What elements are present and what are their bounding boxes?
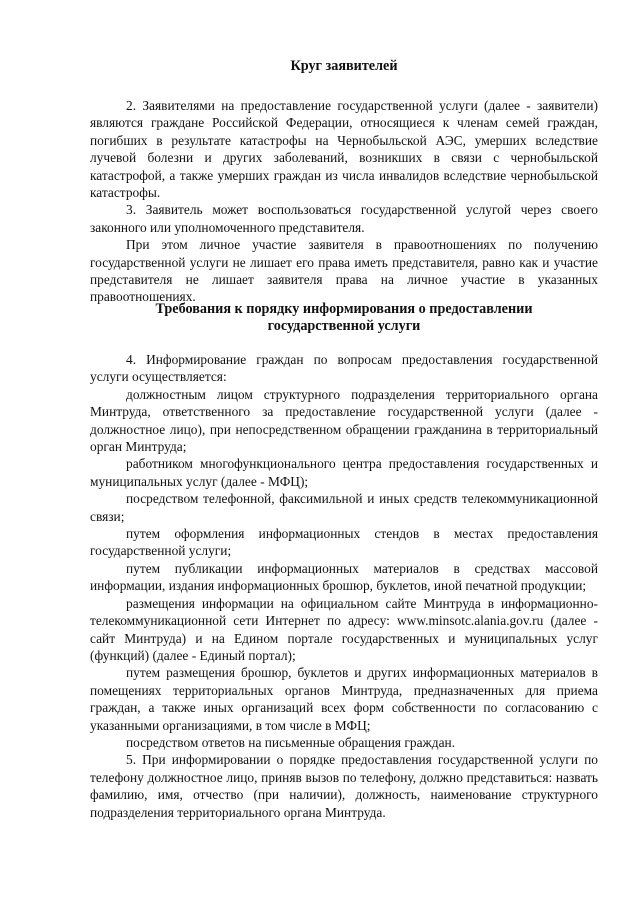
section-heading-line-2: государственной услуги (267, 318, 421, 334)
list-item: посредством телефонной, факсимильной и иных средств телекоммуникационной связи; (90, 491, 598, 524)
page-title: Круг заявителей (290, 58, 398, 74)
paragraph-5: 5. При информировании о порядке предоставления государственной услуги по телефону должностное лицо, приняв вызов по телефону, должно представиться: назвать фамилию, имя, отчество (при наличии), должность, наименование структурного подразделения территориального органа Минтруда. (90, 752, 598, 820)
paragraph-3: 3. Заявитель может воспользоваться государственной услугой через своего законного или уполномоченного представителя. (90, 202, 598, 235)
list-item: посредством ответов на письменные обращения граждан. (126, 734, 456, 750)
paragraph-representative: При этом личное участие заявителя в правоотношениях по получению государственной услуги не лишает его права иметь представителя, равно как и участие представителя не лишает заявителя права на личное участие в указанных правоотношениях. (90, 237, 598, 305)
paragraph-4: 4. Информирование граждан по вопросам предоставления государственной услуги осуществляется: (90, 352, 598, 385)
list-item: должностным лицом структурного подразделения территориального органа Минтруда, ответственного за предоставление государственной услуги (далее - должностное лицо), при непосредственном обращении гражданина в территориальный орган Минтруда; (90, 386, 598, 455)
list-item: путем публикации информационных материалов в средствах массовой информации, издания информационных брошюр, буклетов, иной печатной продукции; (90, 560, 598, 594)
applicants-section (90, 97, 598, 306)
list-item: путем размещения брошюр, буклетов и других информационных материалов в помещениях территориальных органов Минтруда, предназначенных для приема граждан, а также иных организаций всех форм собственности по согласованию с указанными организациями, в том числе в МФЦ; (90, 665, 598, 733)
section-heading-line-1: Требования к порядку информирования о предоставлении (155, 301, 533, 317)
list-item: путем оформления информационных стендов в местах предоставления государственной услуги; (90, 526, 598, 559)
section-heading (90, 301, 598, 335)
informing-section (90, 351, 598, 821)
paragraph-2: 2. Заявителями на предоставление государственной услуги (далее - заявители) являются граждане Российской Федерации, относящиеся к членам семей граждан, погибших в результате катастрофы на Чернобыльской АЭС, умерших вследствие лучевой болезни и других заболеваний, возникших в связи с чернобыльской катастрофой, а также умерших граждан из числа инвалидов вследствие чернобыльской катастрофы. (90, 98, 598, 201)
list-item: размещения информации на официальном сайте Минтруда в информационно-телекоммуникационной сети Интернет по адресу: www.minsotc.alania.gov.ru (далее - сайт Минтруда) и на Едином портале государственных и муниципальных услуг (функций) (далее - Единый портал); (90, 595, 598, 663)
list-item: работником многофункционального центра предоставления государственных и муниципальных услуг (далее - МФЦ); (90, 456, 598, 489)
